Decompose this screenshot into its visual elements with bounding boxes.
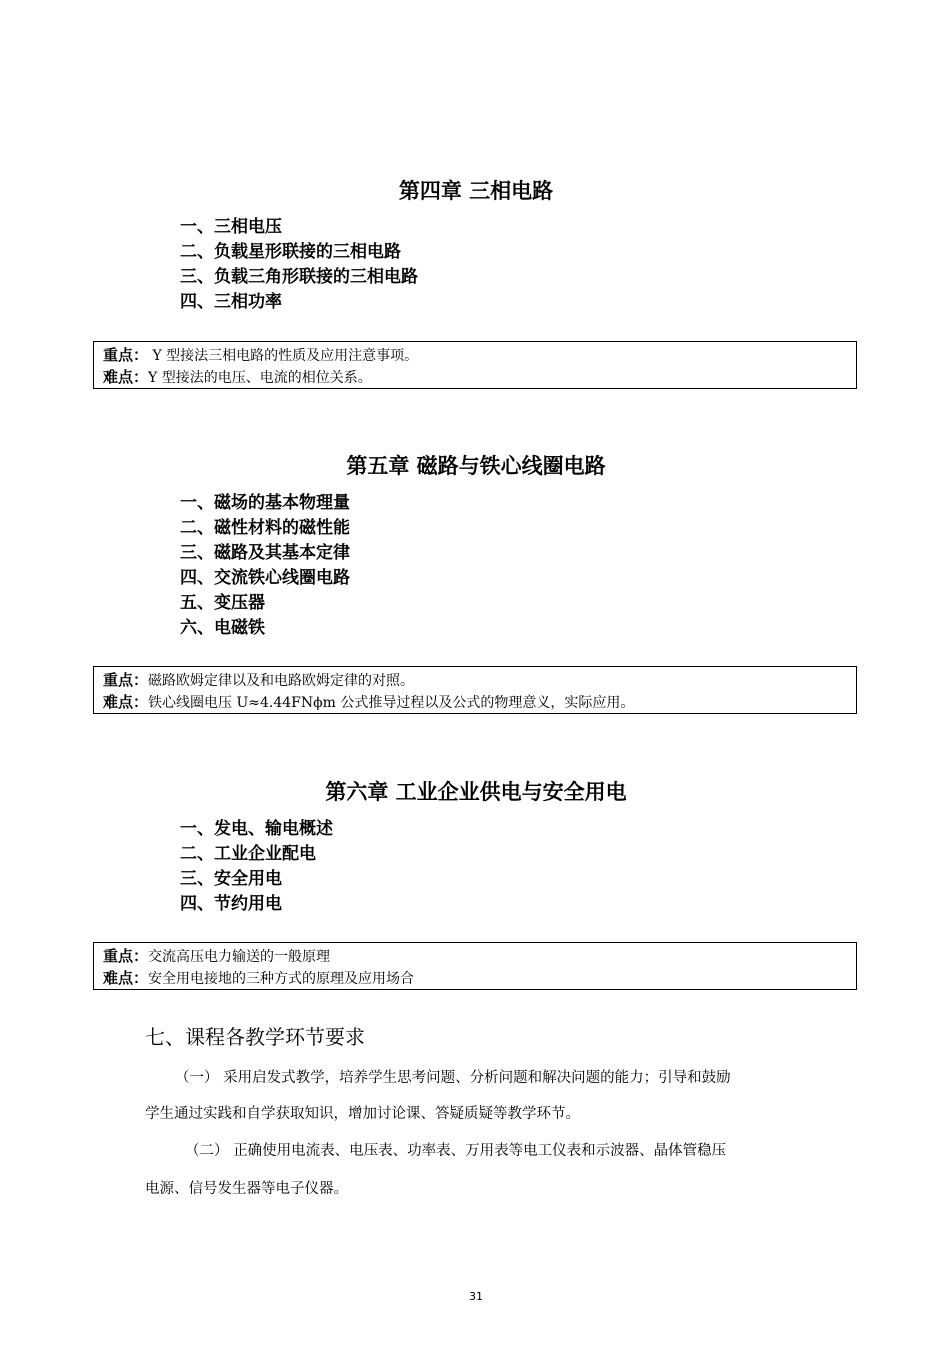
list-item: 四、交流铁心线圈电路 <box>180 568 350 588</box>
list-item: 四、三相功率 <box>180 292 282 312</box>
list-item: 二、磁性材料的磁性能 <box>180 518 350 538</box>
paragraph-2-line-2: 电源、信号发生器等电子仪器。 <box>145 1181 348 1197</box>
list-item: 一、发电、输电概述 <box>180 819 333 839</box>
list-item: 三、磁路及其基本定律 <box>180 543 350 563</box>
key-point-row <box>103 945 856 967</box>
key-point-label: 重点： <box>103 947 149 965</box>
key-point-row <box>103 344 856 366</box>
key-point-text: Y 型接法三相电路的性质及应用注意事项。 <box>148 348 419 364</box>
difficulty-label: 难点： <box>103 693 149 711</box>
list-item: 三、安全用电 <box>180 869 282 889</box>
difficulty-text: 安全用电接地的三种方式的原理及应用场合 <box>148 971 415 987</box>
chapter-6-contents <box>180 817 333 917</box>
section-7-heading: 七、课程各教学环节要求 <box>145 1025 365 1049</box>
paragraph-1-line-1: （一） 采用启发式教学，培养学生思考问题、分析问题和解决问题的能力；引导和鼓励 <box>175 1070 731 1086</box>
chapter-6-title: 第六章 工业企业供电与安全用电 <box>325 780 627 804</box>
chapter-4-contents <box>180 215 418 315</box>
list-item: 二、工业企业配电 <box>180 844 316 864</box>
page-number: 31 <box>469 1290 483 1303</box>
key-point-label: 重点： <box>103 671 149 689</box>
key-point-row <box>103 669 856 691</box>
chapter-4-title: 第四章 三相电路 <box>398 179 554 203</box>
list-item: 二、负载星形联接的三相电路 <box>180 242 401 262</box>
difficulty-text: 铁心线圈电压 U≈4.44FNϕm 公式推导过程以及公式的物理意义，实际应用。 <box>148 695 635 711</box>
list-item: 四、节约用电 <box>180 894 282 914</box>
list-item: 五、变压器 <box>180 593 265 613</box>
chapter-4-keypoints-box <box>93 341 857 389</box>
chapter-6-keypoints-box <box>93 942 857 990</box>
list-item: 一、磁场的基本物理量 <box>180 493 350 513</box>
list-item: 六、电磁铁 <box>180 618 265 638</box>
difficulty-text: Y 型接法的电压、电流的相位关系。 <box>148 370 372 386</box>
difficulty-label: 难点： <box>103 969 149 987</box>
chapter-5-contents <box>180 491 350 641</box>
paragraph-1-line-2: 学生通过实践和自学获取知识，增加讨论课、答疑质疑等教学环节。 <box>145 1106 580 1122</box>
chapter-5-title: 第五章 磁路与铁心线圈电路 <box>346 454 606 478</box>
difficulty-row <box>103 366 856 388</box>
paragraph-2-line-1: （二） 正确使用电流表、电压表、功率表、万用表等电工仪表和示波器、晶体管稳压 <box>185 1143 727 1159</box>
key-point-text: 磁路欧姆定律以及和电路欧姆定律的对照。 <box>148 673 415 689</box>
key-point-label: 重点： <box>103 346 149 364</box>
chapter-5-keypoints-box <box>93 666 857 714</box>
difficulty-row <box>103 691 856 713</box>
list-item: 三、负载三角形联接的三相电路 <box>180 267 418 287</box>
list-item: 一、三相电压 <box>180 217 282 237</box>
difficulty-label: 难点： <box>103 368 149 386</box>
key-point-text: 交流高压电力输送的一般原理 <box>148 949 331 965</box>
difficulty-row <box>103 967 856 989</box>
